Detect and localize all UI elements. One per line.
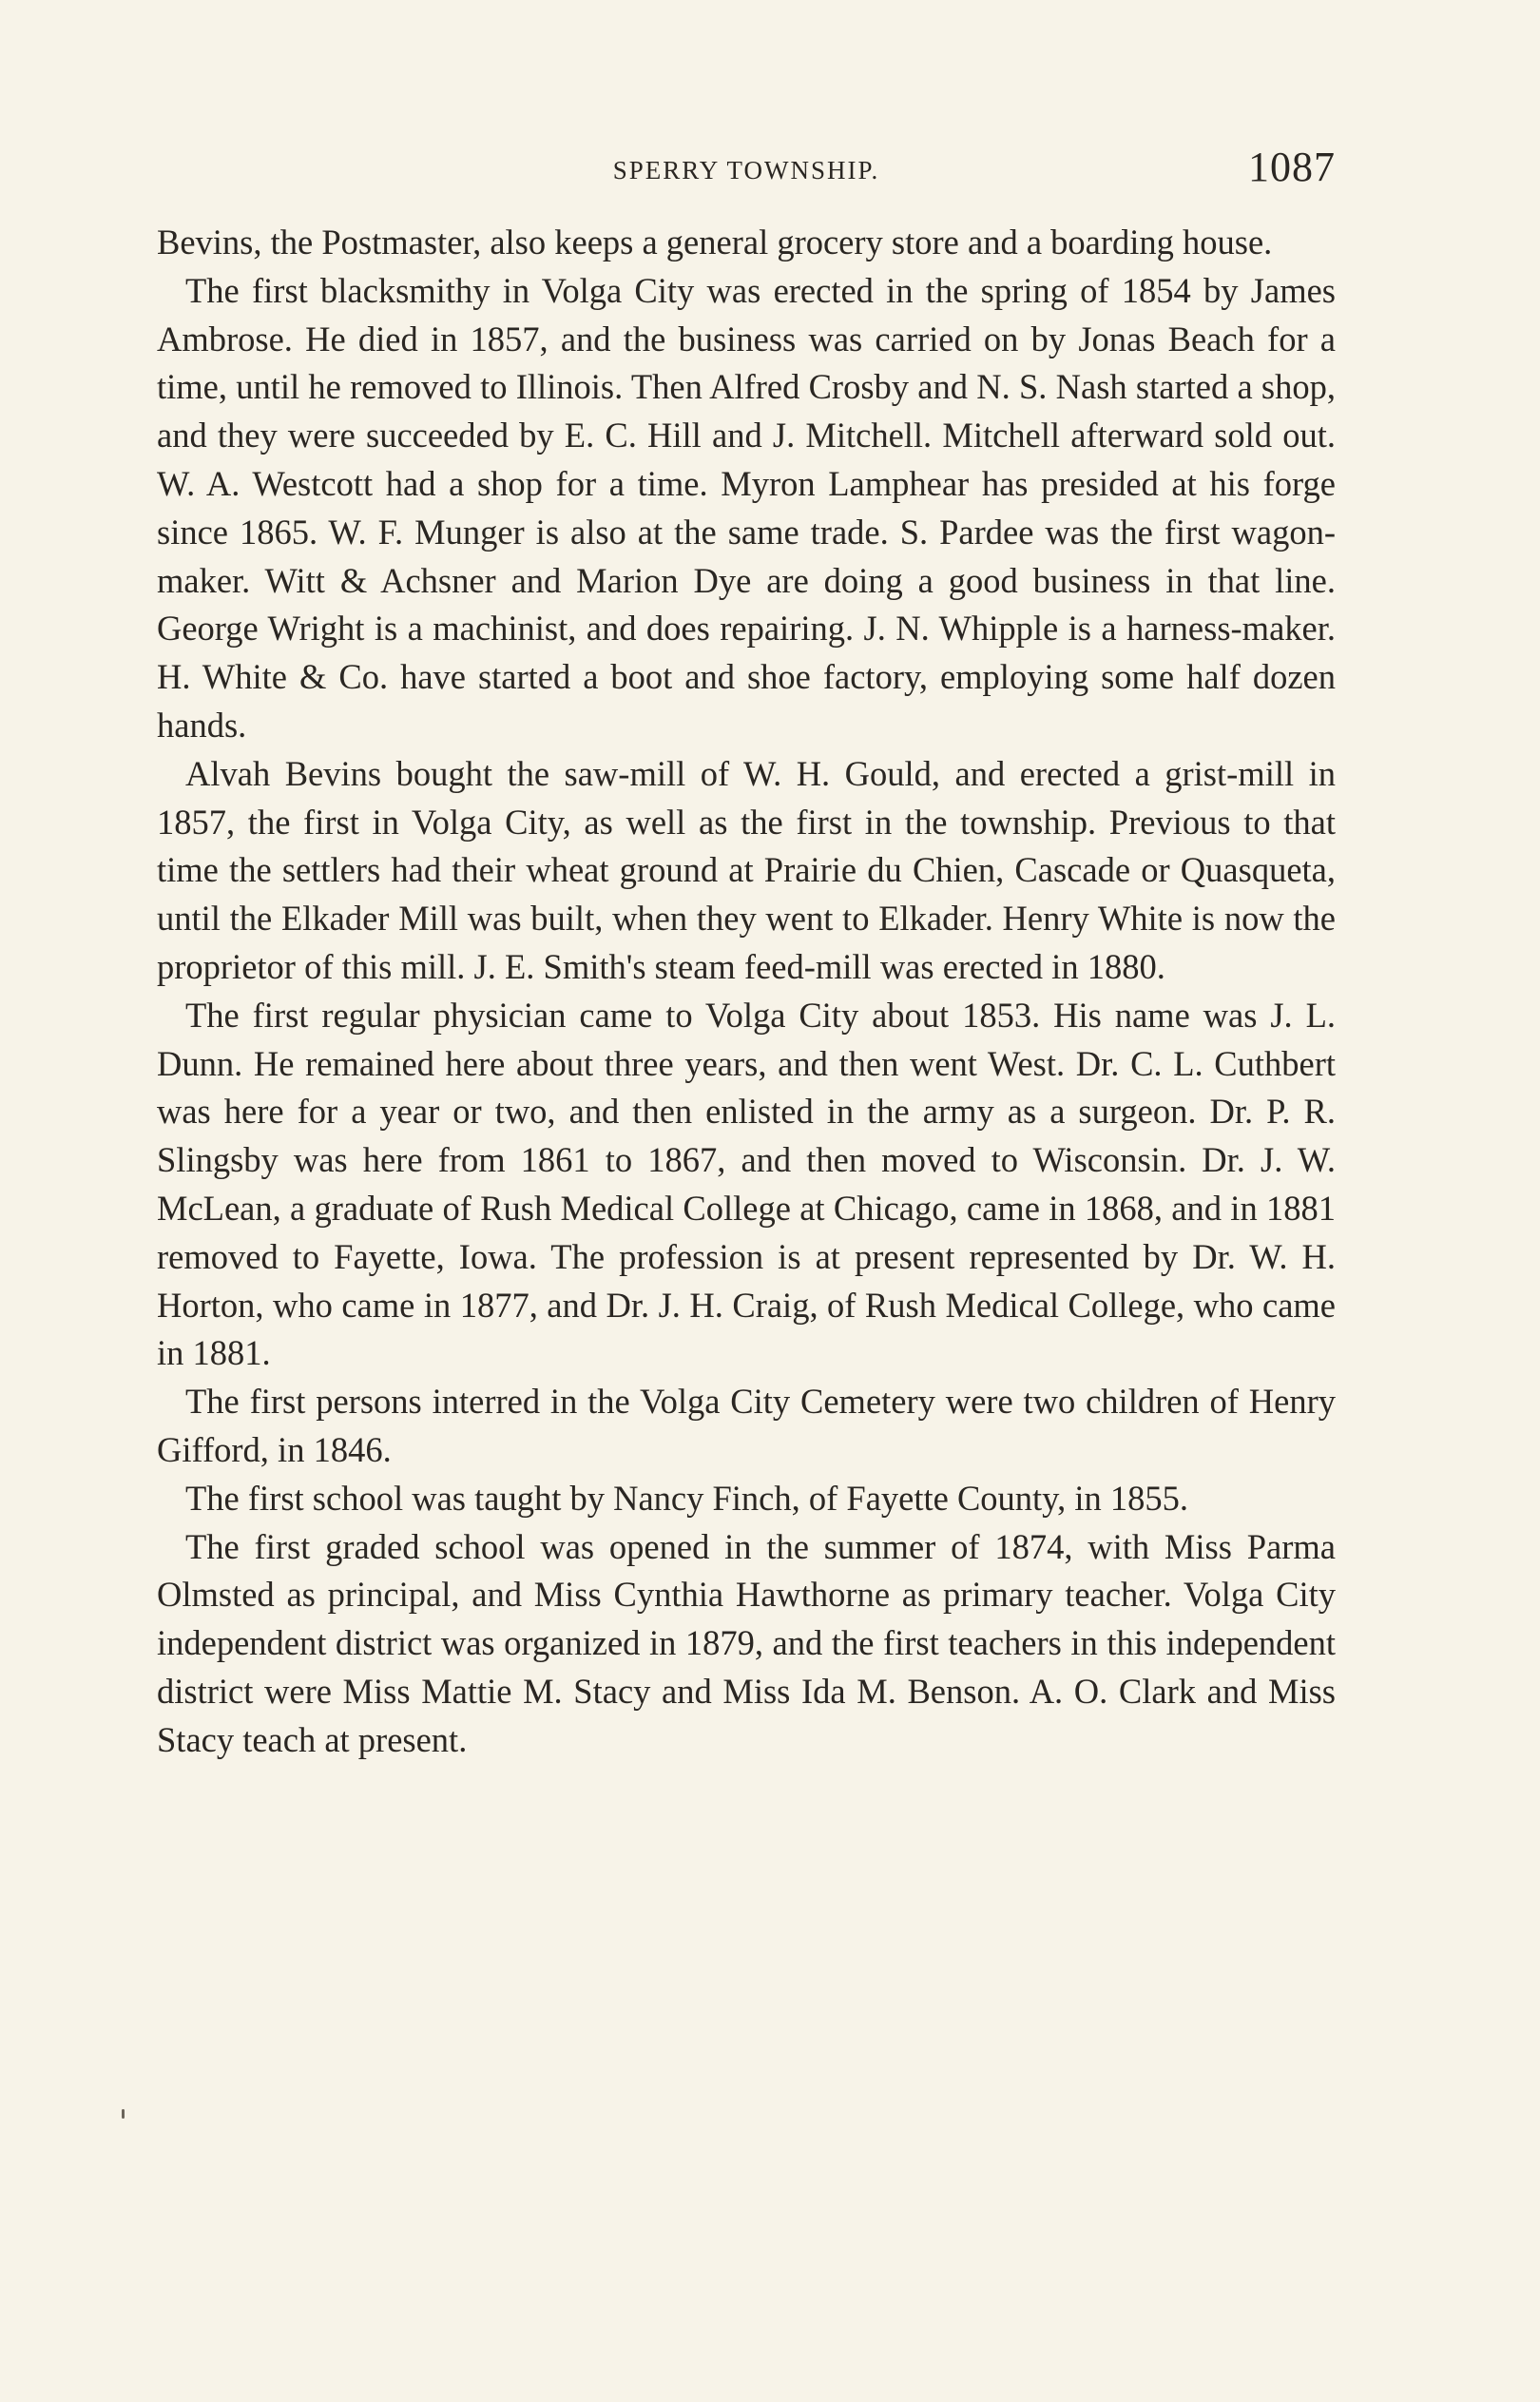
running-title: SPERRY TOWNSHIP. bbox=[612, 156, 880, 184]
paragraph-grist-mill: Alvah Bevins bought the saw-mill of W. H. Gould, and erected a grist-mill in 1857, the first in Volga City, as well as the first in the township. Previous to that time the settlers had their wheat ground at Prairie du Chien, Cascade or Quasqueta, until the Elkader Mill was built, when they went to Elkader. Henry White is now the proprietor of this mill. J. E. Smith's steam feed-mill was erected in 1880. bbox=[157, 753, 1336, 986]
paragraph-bevins-grocery: Bevins, the Postmaster, also keeps a general grocery store and a boarding house. bbox=[157, 223, 1273, 262]
body-text bbox=[157, 219, 1336, 1765]
paragraph-first-school: The first school was taught by Nancy Finch, of Fayette County, in 1855. bbox=[185, 1478, 1188, 1518]
paragraph-cemetery: The first persons interred in the Volga City Cemetery were two children of Henry Gifford, in 1846. bbox=[157, 1382, 1336, 1469]
margin-ink-mark bbox=[122, 2109, 125, 2119]
paragraph-physicians: The first regular physician came to Volga City about 1853. His name was J. L. Dunn. He remained here about three years, and then went West. Dr. C. L. Cuthbert was here for a year or two, and then enlisted in the army as a surgeon. Dr. P. R. Slingsby was here from 1861 to 1867, and then moved to Wisconsin. Dr. J. W. McLean, a graduate of Rush Medical College at Chicago, came in 1868, and in 1881 removed to Fayette, Iowa. The profession is at present represented by Dr. W. H. Horton, who came in 1877, and Dr. J. H. Craig, of Rush Medical College, who came in 1881. bbox=[157, 995, 1336, 1373]
paragraph-blacksmithy: The first blacksmithy in Volga City was erected in the spring of 1854 by James Ambrose. He died in 1857, and the business was carried on by Jonas Beach for a time, until he removed to Illinois. Then Alfred Crosby and N. S. Nash started a shop, and they were succeeded by E. C. Hill and J. Mitchell. Mitchell afterward sold out. W. A. Westcott had a shop for a time. Myron Lamphear has presided at his forge since 1865. W. F. Munger is also at the same trade. S. Pardee was the first wagon-maker. Witt & Achsner and Marion Dye are doing a good business in that line. George Wright is a machinist, and does repairing. J. N. Whipple is a harness-maker. H. White & Co. have started a boot and shoe factory, employing some half dozen hands. bbox=[157, 270, 1336, 745]
paragraph-graded-school: The first graded school was opened in the summer of 1874, with Miss Parma Olmsted as principal, and Miss Cynthia Hawthorne as primary teacher. Volga City independent district was organized in 1879, and the first teachers in this independent district were Miss Mattie M. Stacy and Miss Ida M. Benson. A. O. Clark and Miss Stacy teach at present. bbox=[157, 1526, 1336, 1759]
page-number: 1087 bbox=[1248, 144, 1336, 190]
page-header bbox=[157, 139, 1336, 196]
